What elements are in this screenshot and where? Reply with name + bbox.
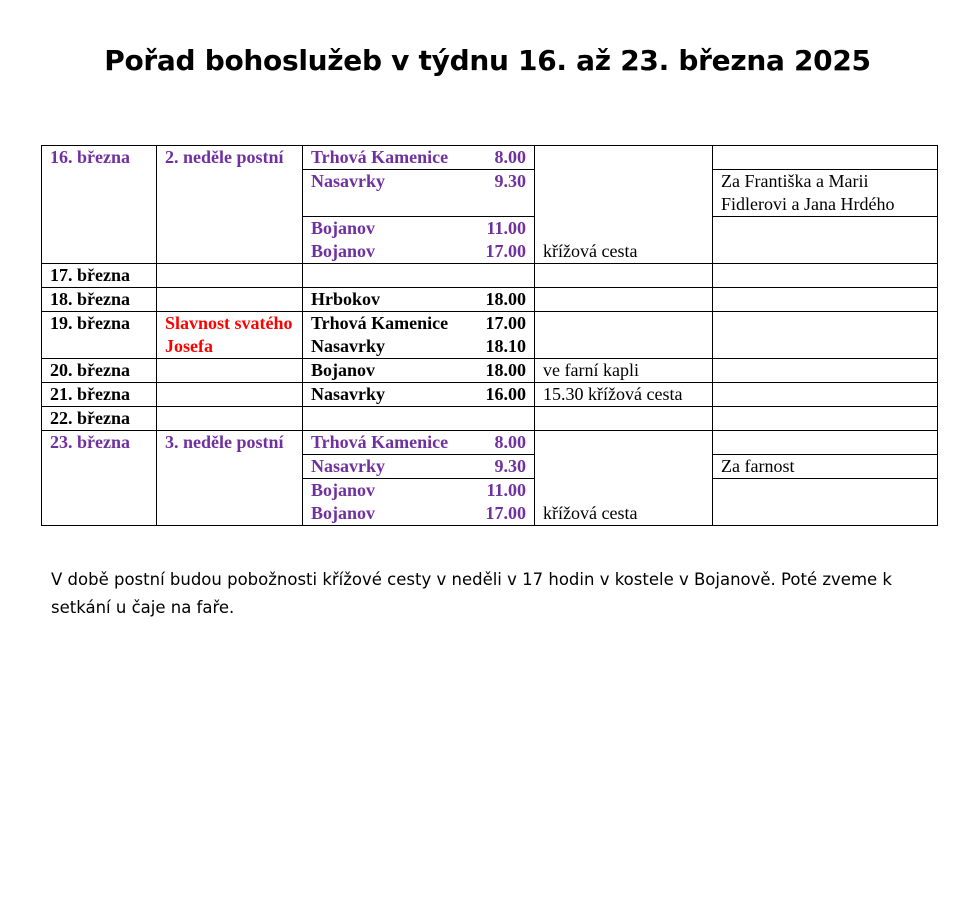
mass-place: Bojanov	[311, 503, 376, 523]
mass-cell	[303, 217, 535, 264]
mass-time: 8.00	[494, 147, 526, 167]
intention-cell	[713, 359, 938, 383]
liturgical-day-cell: Slavnost svatého Josefa	[157, 312, 303, 359]
table-row	[42, 407, 938, 431]
mass-time: 17.00	[485, 241, 526, 261]
date-cell: 19. března	[42, 312, 157, 359]
intention-cell	[713, 146, 938, 170]
date-cell: 17. března	[42, 264, 157, 288]
mass-place: Nasavrky	[311, 384, 386, 404]
table-row	[42, 359, 938, 383]
date-cell: 16. března	[42, 146, 157, 264]
note-cell	[535, 264, 713, 288]
mass-place: Nasavrky	[311, 171, 386, 191]
date-cell: 21. března	[42, 383, 157, 407]
liturgical-day-cell: 3. neděle postní	[157, 431, 303, 526]
liturgical-day-cell: 2. neděle postní	[157, 146, 303, 264]
intention-cell	[713, 383, 938, 407]
note-cell	[535, 407, 713, 431]
date-cell: 18. března	[42, 288, 157, 312]
mass-cell	[303, 288, 535, 312]
mass-place: Trhová Kamenice	[311, 147, 449, 167]
mass-cell	[303, 455, 535, 479]
mass-cell	[303, 407, 535, 431]
mass-schedule-table	[41, 145, 938, 526]
footnote-paragraph: V době postní budou pobožnosti křížové cesty v neděli v 17 hodin v kostele v Bojanově. Poté zveme k setkání u čaje na faře.	[51, 570, 892, 617]
intention-cell	[713, 264, 938, 288]
mass-place: Bojanov	[311, 480, 376, 500]
mass-time: 9.30	[494, 456, 526, 476]
mass-cell	[303, 146, 535, 170]
date-cell: 20. března	[42, 359, 157, 383]
intention-cell	[713, 479, 938, 526]
table-row	[42, 146, 938, 170]
mass-place: Hrbokov	[311, 289, 381, 309]
table-row	[42, 383, 938, 407]
mass-time: 11.00	[486, 480, 526, 500]
liturgical-day-cell	[157, 407, 303, 431]
mass-cell	[303, 359, 535, 383]
note-cell: křížová cesta	[535, 146, 713, 264]
table-row	[42, 431, 938, 455]
mass-cell	[303, 170, 535, 217]
note-cell: 15.30 křížová cesta	[535, 383, 713, 407]
note-cell: křížová cesta	[535, 431, 713, 526]
mass-cell	[303, 479, 535, 526]
mass-time: 11.00	[486, 218, 526, 238]
mass-cell	[303, 264, 535, 288]
mass-place: Trhová Kamenice	[311, 313, 449, 333]
liturgical-day-cell	[157, 288, 303, 312]
mass-time: 17.00	[485, 313, 526, 333]
note-cell: ve farní kapli	[535, 359, 713, 383]
table-row	[42, 288, 938, 312]
intention-cell: Za farnost	[713, 455, 938, 479]
mass-place: Nasavrky	[311, 336, 386, 356]
mass-time: 17.00	[485, 503, 526, 523]
mass-time: 18.10	[485, 336, 526, 356]
mass-place: Bojanov	[311, 218, 376, 238]
intention-cell	[713, 288, 938, 312]
mass-place: Trhová Kamenice	[311, 432, 449, 452]
note-cell	[535, 312, 713, 359]
liturgical-day-cell	[157, 383, 303, 407]
table-row	[42, 264, 938, 288]
mass-time: 9.30	[494, 171, 526, 191]
table-row	[42, 312, 938, 359]
mass-time: 8.00	[494, 432, 526, 452]
mass-cell	[303, 312, 535, 359]
page-title: Pořad bohoslužeb v týdnu 16. až 23. března 2025	[104, 44, 871, 77]
mass-time: 16.00	[485, 384, 526, 404]
date-cell: 22. března	[42, 407, 157, 431]
mass-time: 18.00	[485, 360, 526, 380]
intention-cell	[713, 217, 938, 264]
intention-cell: Za Františka a Marii Fidlerovi a Jana Hrdého	[713, 170, 938, 217]
mass-cell	[303, 383, 535, 407]
intention-cell	[713, 312, 938, 359]
mass-place: Bojanov	[311, 241, 376, 261]
liturgical-day-cell	[157, 359, 303, 383]
intention-cell	[713, 431, 938, 455]
mass-place: Bojanov	[311, 360, 376, 380]
mass-place: Nasavrky	[311, 456, 386, 476]
mass-cell	[303, 431, 535, 455]
intention-cell	[713, 407, 938, 431]
liturgical-day-cell	[157, 264, 303, 288]
note-cell	[535, 288, 713, 312]
date-cell: 23. března	[42, 431, 157, 526]
mass-time: 18.00	[485, 289, 526, 309]
